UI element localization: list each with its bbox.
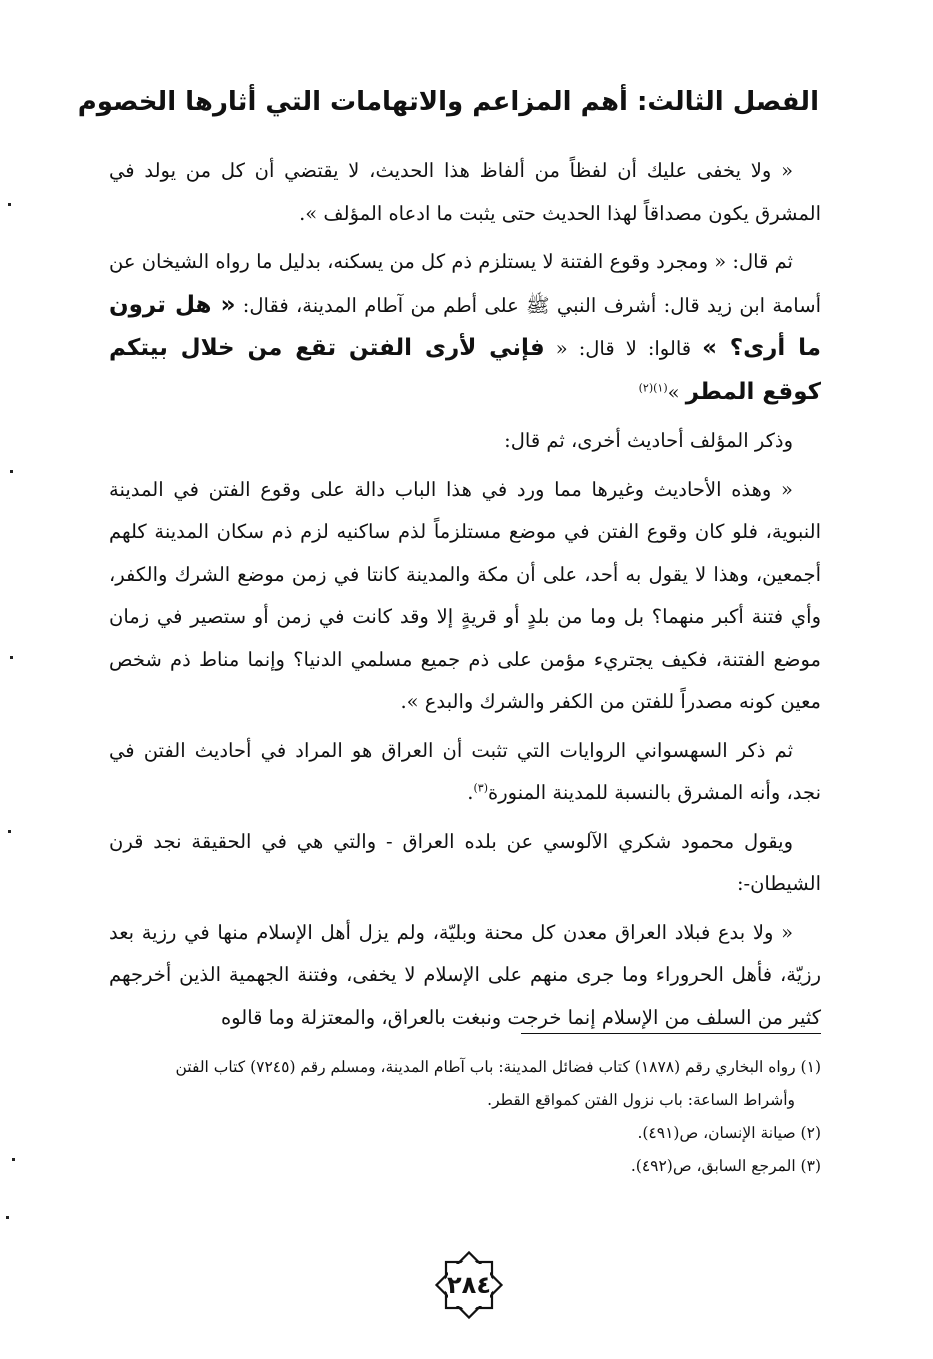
footnote-ref-3: (٣) <box>473 781 488 795</box>
footnote-2: (٢) صيانة الإنسان، ص(٤٩١). <box>637 1124 821 1142</box>
footnote-1-continued: وأشراط الساعة: باب نزول الفتن كمواقع القطر. <box>487 1091 795 1109</box>
footnote-3: (٣) المرجع السابق، ص(٤٩٢). <box>630 1157 821 1175</box>
scan-speck <box>10 470 13 473</box>
scan-speck <box>10 656 13 659</box>
paragraph-1: « ولا يخفى عليك أن لفظاً من ألفاظ هذا الحديث، لا يقتضي أن كل من يولد في المشرق يكون مصداقاً لهذا الحديث حتى يثبت ما ادعاه المؤلف ». <box>109 159 821 225</box>
scan-speck <box>8 203 11 206</box>
paragraph-2-close: » <box>667 380 686 404</box>
footnote-ref-1-2: (١)(٢) <box>638 381 668 394</box>
scan-speck <box>6 1216 9 1219</box>
paragraph-5 <box>109 730 821 815</box>
paragraph-6: ويقول محمود شكري الآلوسي عن بلده العراق - والتي هي في الحقيقة نجد قرن الشيطان-: <box>109 829 821 895</box>
paragraph-5-end: . <box>467 781 474 804</box>
scan-speck <box>12 1158 15 1161</box>
hadith-quote-b: فإني لأرى الفتن تقع من خلال بيتكم كوقع المطر <box>109 335 821 405</box>
chapter-title: الفصل الثالث: أهم المزاعم والاتهامات التي أثارها الخصوم <box>77 87 819 117</box>
footnote-1: (١) رواه البخاري رقم (١٨٧٨) كتاب فضائل المدينة: باب آطام المدينة، ومسلم رقم (٧٢٤٥) كتاب الفتن <box>175 1058 821 1076</box>
paragraph-5-text: ثم ذكر السهسواني الروايات التي تثبت أن العراق هو المراد في أحاديث الفتن في نجد، وأنه المشرق بالنسبة للمدينة المنورة <box>109 738 821 804</box>
paragraph-2-intro: ثم قال: « ومجرد وقوع الفتنة لا يستلزم ذم كل من يسكنه، بدليل ما رواه الشيخان عن أسامة ابن زيد قال: أشرف النبي ﷺ على أطم من آطام المدينة، فقال: <box>109 250 821 317</box>
body-text <box>109 150 821 1045</box>
scan-speck <box>8 830 11 833</box>
page-number-ornament <box>429 1245 509 1325</box>
paragraph-7: « ولا بدع فبلاد العراق معدن كل محنة وبليّة، ولم يزل أهل الإسلام منها في رزية بعد رزيّة، فأهل الحروراء وما جرى منهم على الإسلام لا يخفى، وفتنة الجهمية الذين أخرجهم كثير من السلف من الإسلام إنما خرجت ونبغت بالعراق، والمعتزلة وما قالوه <box>109 920 821 1029</box>
paragraph-3: وذكر المؤلف أحاديث أخرى، ثم قال: <box>504 429 793 452</box>
paragraph-2 <box>109 241 821 414</box>
page-number: ٢٨٤ <box>447 1271 491 1299</box>
paragraph-2-middle: قالوا: لا قال: « <box>544 337 703 360</box>
footnote-separator <box>521 1033 821 1034</box>
hadith-quote-a: « هل ترون ما أرى؟ » <box>109 291 821 361</box>
footnotes <box>103 1052 821 1184</box>
paragraph-4: « وهذه الأحاديث وغيرها مما ورد في هذا الباب دالة على وقوع الفتن في المدينة النبوية، فلو كان وقوع الفتن في موضع مستلزماً لذم ساكنيه لزم ذم سكان المدينة كلهم أجمعين، وهذا لا يقول به أحد، على أن مكة والمدينة كانتا في زمن موضع الشرك والكفر، وأي فتنة أكبر منهما؟ بل وما من بلدٍ أو قريةٍ إلا وقد كانت في زمن أو ستصير في زمان موضع الفتنة، فكيف يجتريء مؤمن على ذم جميع مسلمي الدنيا؟ وإنما مناط ذم شخص معين كونه مصدراً للفتن من الكفر والشرك والبدع ». <box>109 477 821 713</box>
running-header <box>77 82 819 122</box>
